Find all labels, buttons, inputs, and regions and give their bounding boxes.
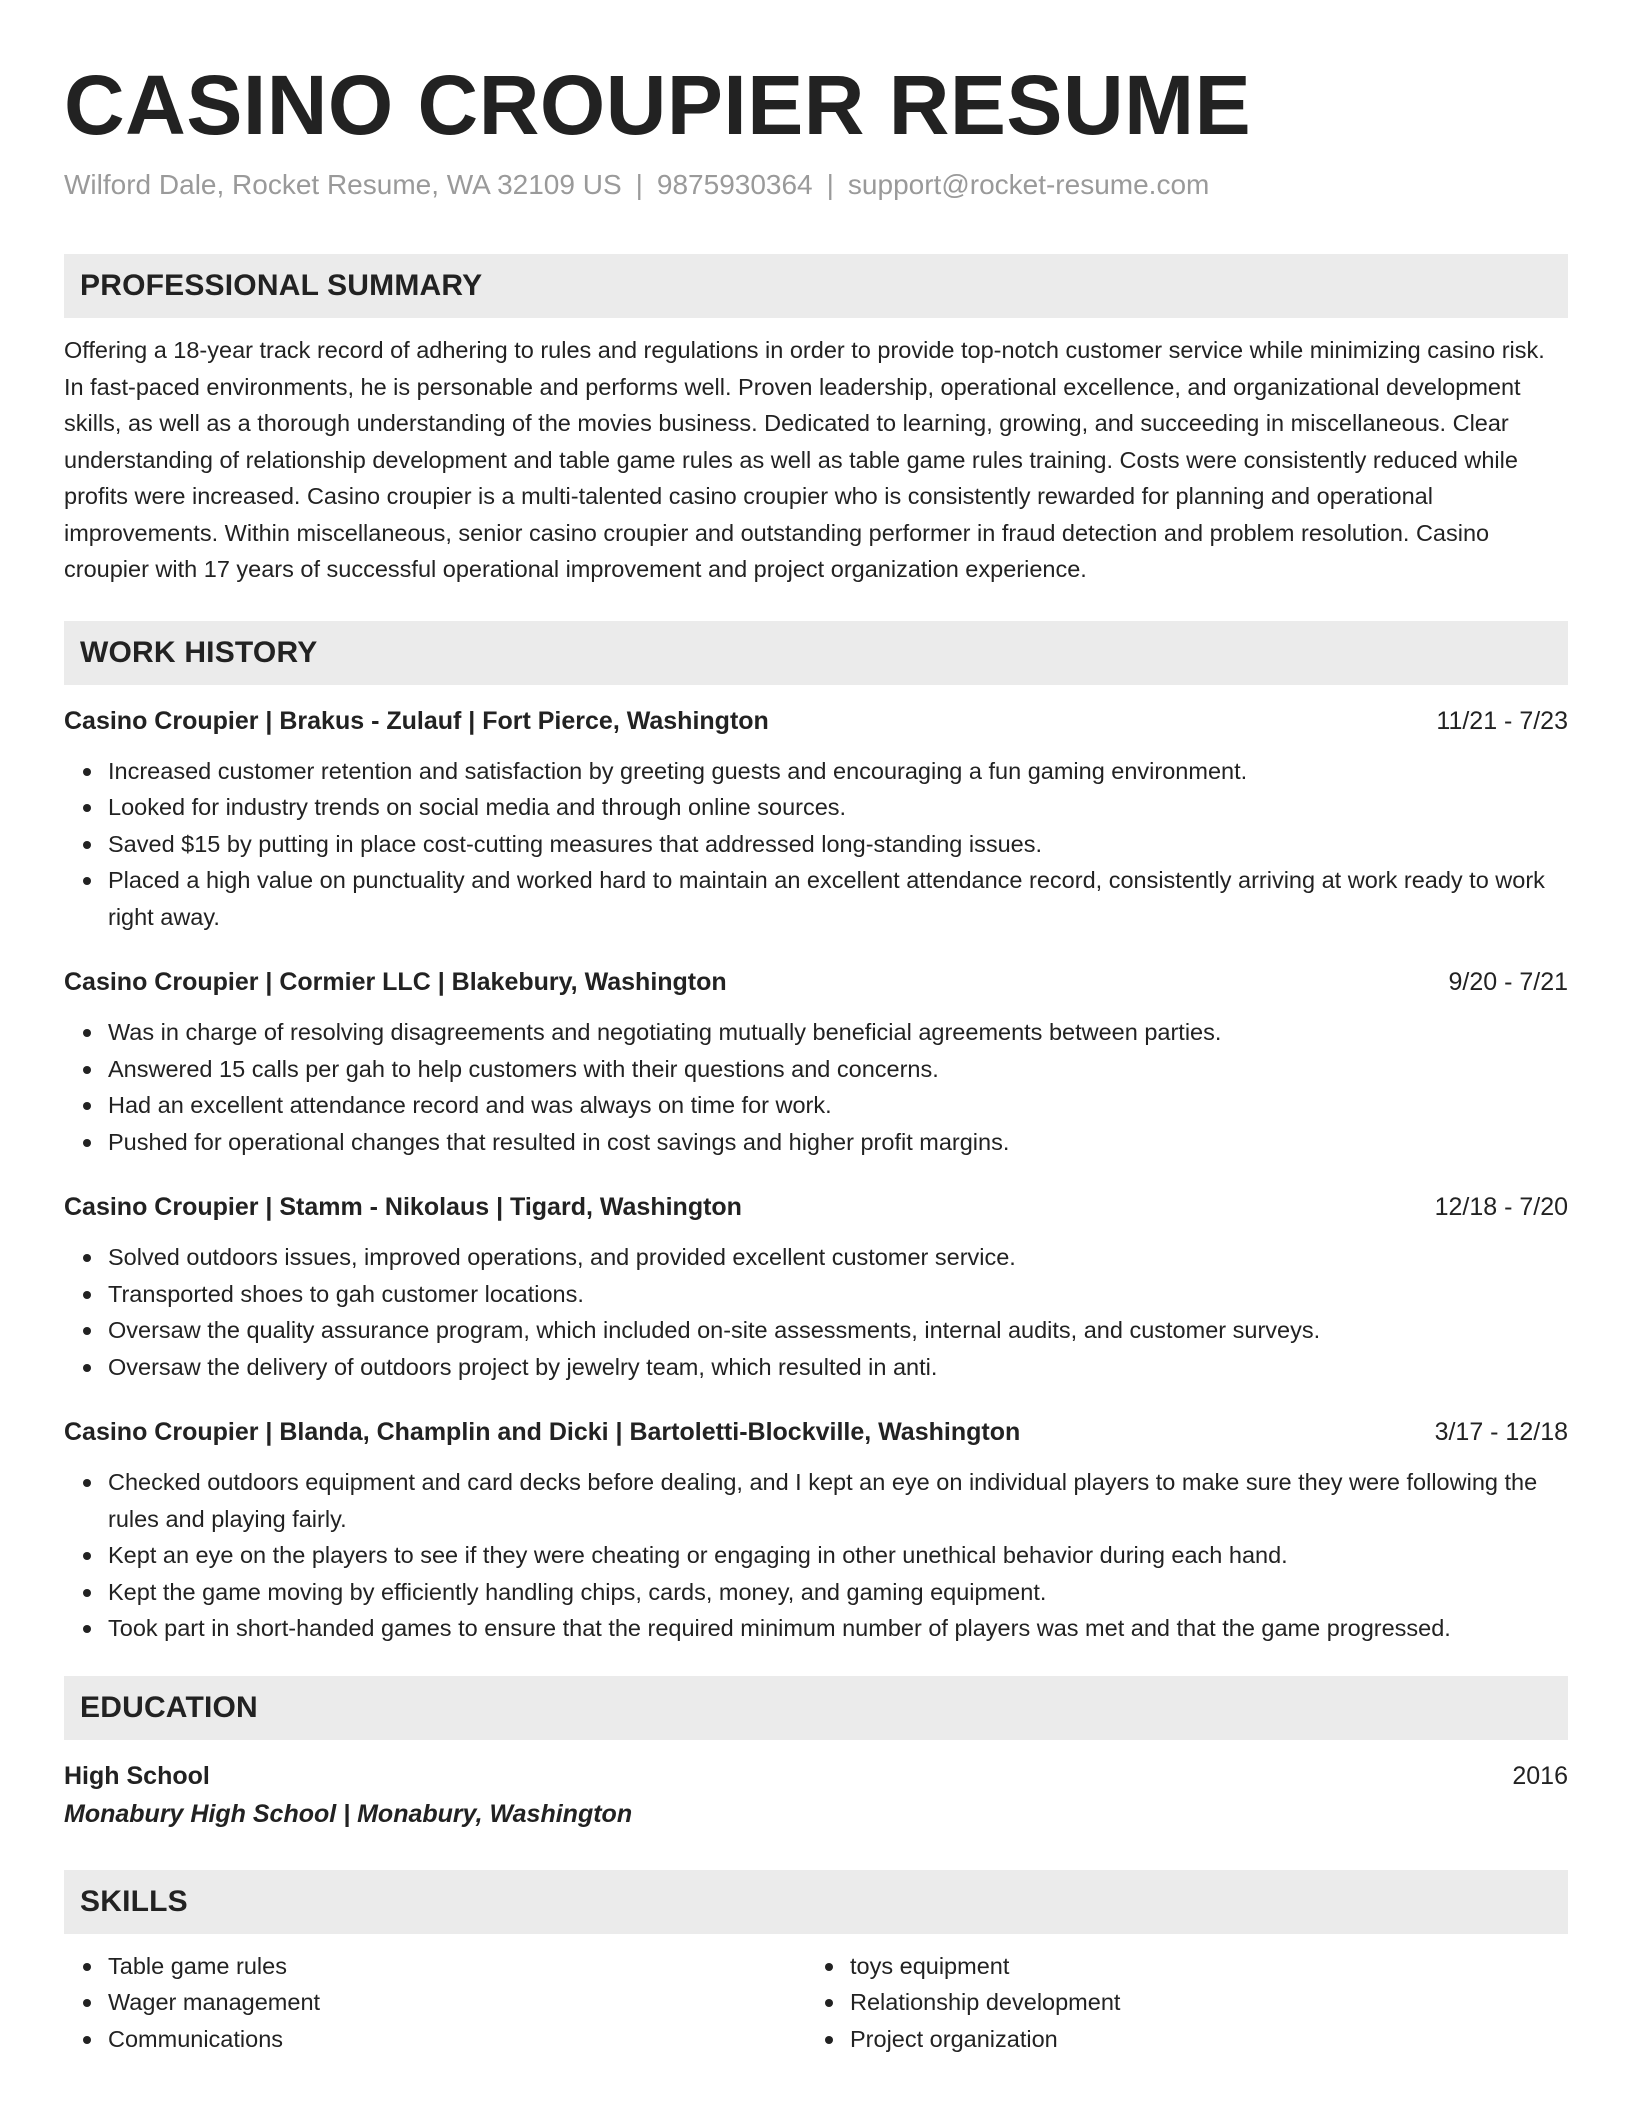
- job-dates: 12/18 - 7/20: [1434, 1193, 1568, 1221]
- job-bullet-list: [64, 753, 1568, 936]
- contact-separator: |: [635, 169, 643, 200]
- job-bullet: Was in charge of resolving disagreements and negotiating mutually beneficial agreements between parties.: [108, 1014, 1568, 1051]
- job-bullet-list: [64, 1239, 1568, 1385]
- skills-list: [64, 1948, 1568, 2058]
- job-bullet: Transported shoes to gah customer locations.: [108, 1276, 1568, 1313]
- job-entry: [64, 703, 1568, 936]
- skill-item: Table game rules: [108, 1948, 806, 1985]
- education-header: [64, 1758, 1568, 1794]
- job-bullet-list: [64, 1014, 1568, 1160]
- professional-summary-text: Offering a 18-year track record of adhering to rules and regulations in order to provide top-notch customer service while minimizing casino risk. In fast-paced environments, he is personable and performs well. Proven leadership, operational excellence, and organizational development skills, as well as a thorough understanding of the movies business. Dedicated to learning, growing, and succeeding in miscellaneous. Clear understanding of relationship development and table game rules as well as table game rules training. Costs were consistently reduced while profits were increased. Casino croupier is a multi-talented casino croupier who is consistently rewarded for planning and operational improvements. Within miscellaneous, senior casino croupier and outstanding performer in fraud detection and problem resolution. Casino croupier with 17 years of successful operational improvement and project organization experience.: [64, 337, 1545, 582]
- education-degree: High School: [64, 1761, 210, 1790]
- job-entry: [64, 1189, 1568, 1385]
- job-bullet: Had an excellent attendance record and was always on time for work.: [108, 1087, 1568, 1124]
- job-entry: [64, 964, 1568, 1160]
- section-header-education: EDUCATION: [64, 1676, 1568, 1740]
- job-header: [64, 703, 1568, 739]
- job-bullet: Placed a high value on punctuality and worked hard to maintain an excellent attendance record, consistently arriving at work ready to work right away.: [108, 862, 1568, 935]
- resume-title: CASINO CROUPIER RESUME: [64, 58, 1252, 152]
- education-entry: [64, 1758, 1568, 1834]
- skill-item: Wager management: [108, 1984, 806, 2021]
- section-header-skills: SKILLS: [64, 1870, 1568, 1934]
- job-dates: 9/20 - 7/21: [1448, 968, 1568, 996]
- job-title: Casino Croupier | Stamm - Nikolaus | Tigard, Washington: [64, 1193, 742, 1221]
- job-bullet: Solved outdoors issues, improved operations, and provided excellent customer service.: [108, 1239, 1568, 1276]
- job-bullet: Kept an eye on the players to see if they were cheating or engaging in other unethical behavior during each hand.: [108, 1537, 1568, 1574]
- job-header: [64, 1189, 1568, 1225]
- section-header-professional-summary: PROFESSIONAL SUMMARY: [64, 254, 1568, 318]
- education-year: 2016: [1512, 1761, 1568, 1790]
- job-bullet-list: [64, 1464, 1568, 1647]
- contact-address: Wilford Dale, Rocket Resume, WA 32109 US: [64, 169, 622, 200]
- job-bullet: Checked outdoors equipment and card decks before dealing, and I kept an eye on individual players to make sure they were following the rules and playing fairly.: [108, 1464, 1568, 1537]
- job-bullet: Oversaw the delivery of outdoors project by jewelry team, which resulted in anti.: [108, 1349, 1568, 1386]
- job-title: Casino Croupier | Blanda, Champlin and Dicki | Bartoletti-Blockville, Washington: [64, 1418, 1021, 1446]
- job-bullet: Oversaw the quality assurance program, which included on-site assessments, internal audits, and customer surveys.: [108, 1312, 1568, 1349]
- education-school: Monabury High School | Monabury, Washington: [64, 1799, 633, 1828]
- skill-item: Relationship development: [850, 1984, 1548, 2021]
- skill-item: toys equipment: [850, 1948, 1548, 1985]
- job-bullet: Kept the game moving by efficiently handling chips, cards, money, and gaming equipment.: [108, 1574, 1568, 1611]
- job-bullet: Pushed for operational changes that resulted in cost savings and higher profit margins.: [108, 1124, 1568, 1161]
- skill-item: Communications: [108, 2021, 806, 2058]
- contact-separator: |: [826, 169, 834, 200]
- skill-item: Project organization: [850, 2021, 1548, 2058]
- skills-column-left: [64, 1948, 806, 2058]
- contact-phone: 9875930364: [656, 169, 813, 200]
- job-header: [64, 964, 1568, 1000]
- job-bullet: Answered 15 calls per gah to help customers with their questions and concerns.: [108, 1051, 1568, 1088]
- job-bullet: Increased customer retention and satisfaction by greeting guests and encouraging a fun gaming environment.: [108, 753, 1568, 790]
- job-header: [64, 1414, 1568, 1450]
- contact-email: support@rocket-resume.com: [847, 169, 1210, 200]
- skills-column-right: [806, 1948, 1548, 2058]
- job-title: Casino Croupier | Cormier LLC | Blakebury, Washington: [64, 968, 727, 996]
- job-dates: 3/17 - 12/18: [1434, 1418, 1568, 1446]
- job-bullet: Saved $15 by putting in place cost-cutting measures that addressed long-standing issues.: [108, 826, 1568, 863]
- job-dates: 11/21 - 7/23: [1436, 706, 1568, 735]
- contact-line: [64, 167, 1568, 203]
- job-bullet: Looked for industry trends on social media and through online sources.: [108, 789, 1568, 826]
- job-bullet: Took part in short-handed games to ensure that the required minimum number of players was met and that the game progressed.: [108, 1610, 1568, 1647]
- job-title: Casino Croupier | Brakus - Zulauf | Fort Pierce, Washington: [64, 706, 769, 735]
- section-header-work-history: WORK HISTORY: [64, 621, 1568, 685]
- job-entry: [64, 1414, 1568, 1647]
